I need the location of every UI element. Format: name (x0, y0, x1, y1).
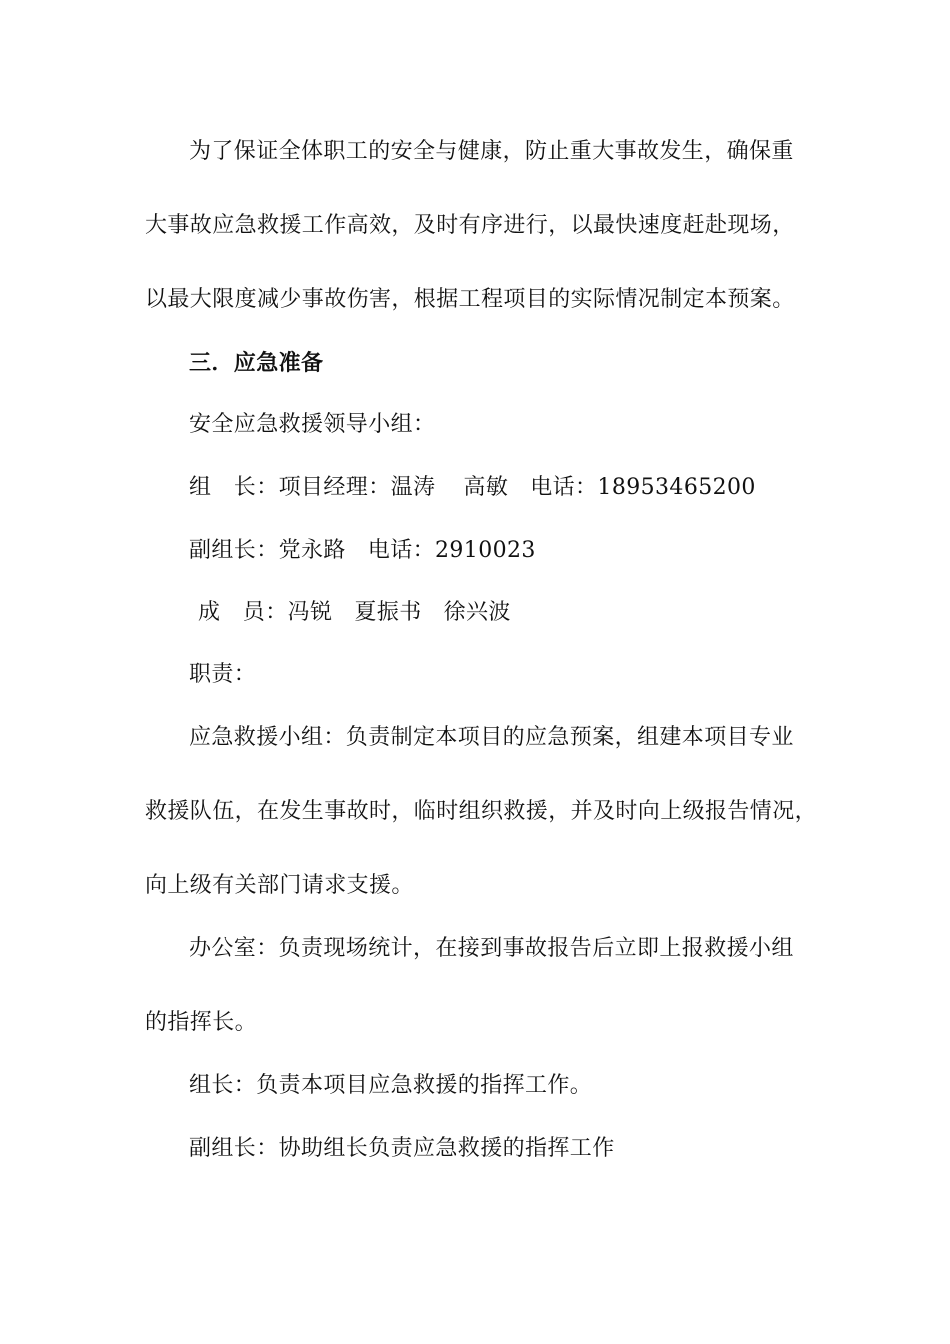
duty-leader: 组长：负责本项目应急救援的指挥工作。 (189, 1073, 593, 1098)
paragraph-purpose-line-2: 大事故应急救援工作高效，及时有序进行，以最快速度赶赴现场， (145, 213, 795, 238)
leader-phone: 电话：18953465200 (530, 475, 756, 500)
member-name: 冯锐 (287, 600, 333, 625)
leader-role: 项目经理：温涛 (278, 475, 436, 500)
duties-title: 职责： (189, 662, 257, 687)
team-leader-row (189, 473, 869, 503)
paragraph-purpose-line-1: 为了保证全体职工的安全与健康，防止重大事故发生，确保重 (189, 139, 794, 164)
members-label: 成 员： (198, 600, 288, 625)
deputy-name: 党永路 (278, 538, 346, 563)
duty-rescue-team-line-3: 向上级有关部门请求支援。 (145, 873, 414, 898)
deputy-phone: 电话：2910023 (367, 538, 536, 563)
deputy-label: 副组长： (189, 538, 279, 563)
duty-deputy: 副组长：协助组长负责应急救援的指挥工作 (189, 1136, 615, 1161)
member-name: 夏振书 (354, 600, 422, 625)
leader-second: 高敏 (463, 475, 509, 500)
member-name: 徐兴波 (443, 600, 511, 625)
paragraph-purpose-line-3: 以最大限度减少事故伤害，根据工程项目的实际情况制定本预案。 (145, 287, 795, 312)
leader-label: 组 长： (189, 475, 279, 500)
duty-office-line-1: 办公室：负责现场统计，在接到事故报告后立即上报救援小组 (189, 936, 794, 961)
duty-rescue-team-line-1: 应急救援小组：负责制定本项目的应急预案，组建本项目专业 (189, 725, 794, 750)
team-members-row (198, 598, 878, 628)
team-deputy-row (189, 536, 869, 566)
team-title: 安全应急救援领导小组： (189, 412, 436, 437)
section-heading: 三．应急准备 (189, 350, 324, 376)
duty-rescue-team-line-2: 救援队伍，在发生事故时，临时组织救援，并及时向上级报告情况， (145, 799, 818, 824)
duty-office-line-2: 的指挥长。 (145, 1010, 258, 1035)
